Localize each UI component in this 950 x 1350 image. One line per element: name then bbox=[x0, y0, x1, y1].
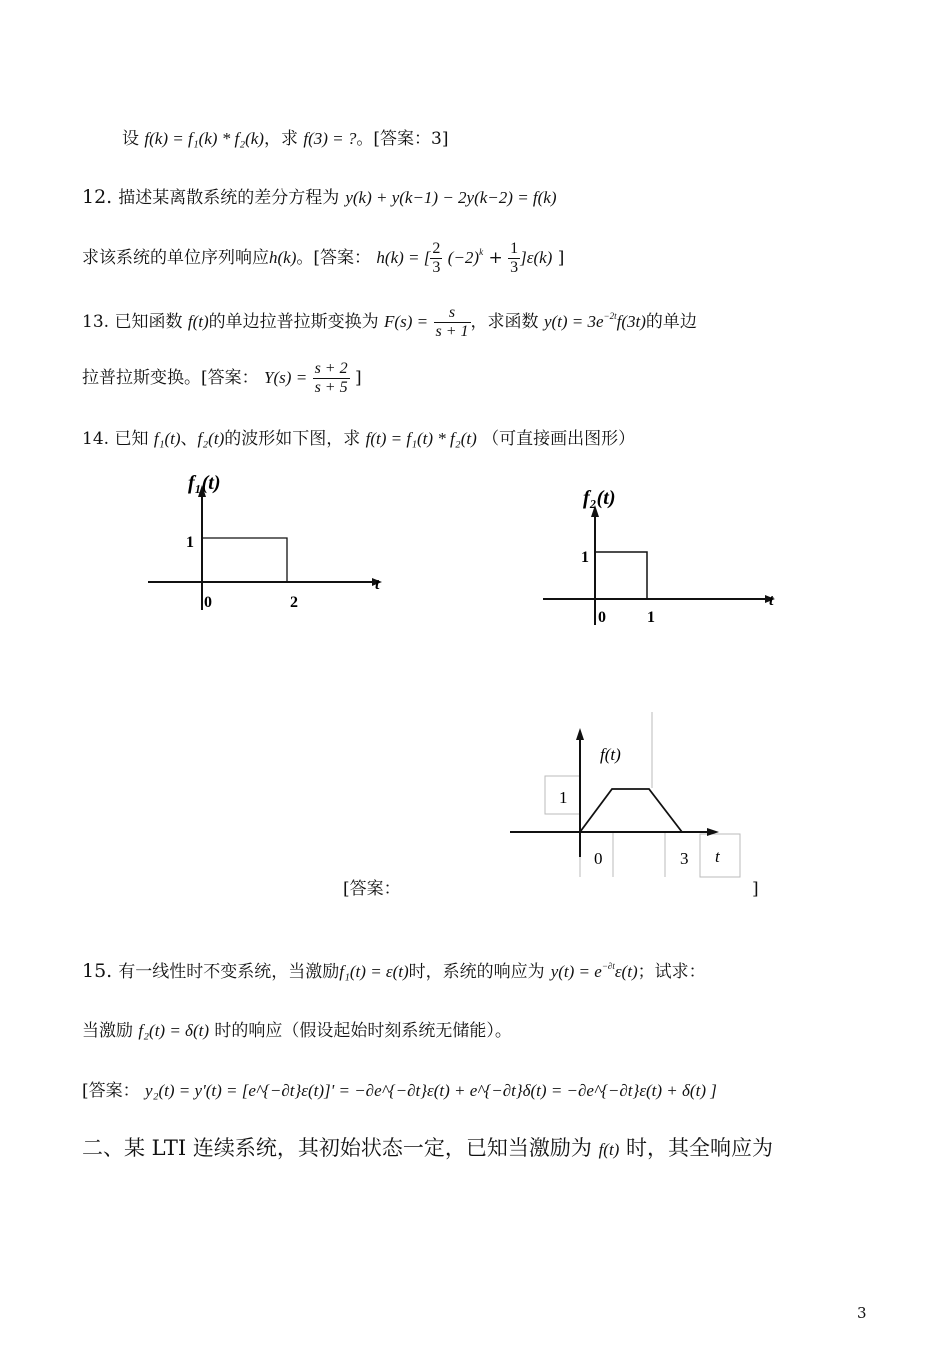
answer-14-open: [答案： bbox=[343, 879, 401, 899]
ans-tick-0: 0 bbox=[594, 849, 603, 868]
question-number: 15. bbox=[82, 960, 113, 982]
ans-ylabel: f(t) bbox=[600, 745, 621, 764]
fraction-answer: $\frac{s + 2}{s + 5}$ bbox=[314, 360, 348, 396]
answer-prefix: 。[答案： bbox=[296, 248, 372, 268]
section-2-intro bbox=[82, 1134, 773, 1164]
question-text: 拉普拉斯变换。[答案： bbox=[82, 368, 259, 388]
exponent: −2t bbox=[603, 311, 617, 321]
question-text: 描述某离散系统的差分方程为 bbox=[118, 188, 340, 208]
question-text: ；试求： bbox=[637, 962, 706, 982]
math-ft: f(t) bbox=[598, 1140, 620, 1159]
question-text: 已知函数 bbox=[114, 312, 183, 332]
ans-tick-3: 3 bbox=[680, 849, 689, 868]
fraction-s-over-s-plus-1: $\frac{s}{s + 1}$ bbox=[435, 304, 469, 340]
question-12-line2 bbox=[82, 236, 564, 282]
math-f1-step: f₁(t) = ε(t) bbox=[339, 962, 409, 981]
question-number: 12. bbox=[82, 186, 113, 208]
f1-ylabel: f₁(t) bbox=[188, 472, 221, 494]
question-text: 有一线性时不变系统，当激励 bbox=[118, 962, 340, 982]
section-text: 时，其全响应为 bbox=[626, 1136, 774, 1160]
question-text: 的单边 bbox=[645, 312, 697, 332]
math-convolution: f(k) = f₁(k) * f₂(k) bbox=[144, 129, 264, 148]
f1-tick-0: 0 bbox=[204, 594, 212, 611]
question-15-line2 bbox=[82, 1020, 512, 1042]
question-text: 已知 bbox=[114, 429, 149, 449]
f2-tick-0: 0 bbox=[598, 609, 606, 626]
answer-prefix: [答案： bbox=[82, 1081, 140, 1101]
question-text: 的波形如下图，求 bbox=[224, 429, 361, 449]
math-neg-two: (−2) bbox=[447, 248, 480, 267]
line-convolution-question bbox=[122, 128, 449, 150]
text-mid: ，求 bbox=[263, 129, 298, 149]
f2-tick-1: 1 bbox=[647, 609, 655, 626]
question-text: ，求函数 bbox=[470, 312, 539, 332]
f1-xlabel: t bbox=[375, 576, 380, 593]
question-13 bbox=[82, 300, 697, 346]
math-Ys: Y(s) = bbox=[264, 368, 308, 387]
page-number: 3 bbox=[857, 1304, 867, 1322]
figure-f1-waveform bbox=[140, 465, 400, 625]
math-f2-delta: f₂(t) = δ(t) bbox=[138, 1021, 210, 1040]
f1-level-label: 1 bbox=[186, 534, 194, 551]
question-14 bbox=[82, 428, 635, 450]
question-number: 13. bbox=[82, 312, 110, 332]
f2-level-label: 1 bbox=[581, 549, 589, 566]
question-13-line2 bbox=[82, 356, 362, 400]
question-text: 时，系统的响应为 bbox=[408, 962, 545, 982]
f2-xlabel: t bbox=[769, 592, 774, 609]
fraction-two-thirds: $\frac{2}{3}$ bbox=[432, 240, 441, 276]
math-answer-start: h(k) = [ bbox=[376, 248, 431, 267]
math-f3t: f(3t) bbox=[616, 312, 646, 331]
question-text: 的单边拉普拉斯变换为 bbox=[208, 312, 379, 332]
ans-xlabel: t bbox=[715, 847, 720, 866]
question-12 bbox=[82, 186, 557, 209]
question-text: 时的响应（假设起始时刻系统无储能）。 bbox=[214, 1021, 512, 1041]
answer-15 bbox=[82, 1080, 717, 1102]
exponent-k: k bbox=[479, 247, 484, 257]
math-convolution: f(t) = f₁(t) * f₂(t) bbox=[365, 429, 477, 448]
question-text: （可直接画出图形） bbox=[482, 429, 636, 449]
math-ft: f(t) bbox=[187, 312, 209, 331]
answer-text: 。[答案：3] bbox=[356, 129, 449, 149]
math-Fs: F(s) = bbox=[384, 312, 429, 331]
math-f3: f(3) = ? bbox=[303, 129, 357, 148]
figure-f2-waveform bbox=[535, 480, 795, 640]
math-step: ε(t) bbox=[614, 962, 638, 981]
math-answer-end: ]ε(k) bbox=[520, 248, 553, 267]
ans-level-label: 1 bbox=[559, 788, 568, 807]
figure-answer-waveform bbox=[505, 712, 765, 882]
math-yt: y(t) = 3e bbox=[543, 312, 604, 331]
math-yt: y(t) = e bbox=[550, 962, 602, 981]
math-f1t: f₁(t) bbox=[153, 429, 181, 448]
section-text: 二、某 LTI 连续系统，其初始状态一定，已知当激励为 bbox=[82, 1136, 592, 1160]
question-text: 当激励 bbox=[82, 1021, 133, 1041]
math-f2t: f₂(t) bbox=[197, 429, 225, 448]
math-difference-equation: y(k) + y(k−1) − 2y(k−2) = f(k) bbox=[345, 188, 557, 207]
answer-14-close: ] bbox=[752, 879, 759, 899]
separator: 、 bbox=[180, 429, 198, 449]
plus-sign: + bbox=[488, 248, 503, 268]
f2-ylabel: f₂(t) bbox=[583, 487, 616, 509]
math-answer: y₂(t) = y'(t) = [e^{−∂t}ε(t)]' = −∂e^{−∂t}ε(t) + e^{−∂t}δ(t) = −∂e^{−∂t}ε(t) + δ(t) ] bbox=[145, 1081, 717, 1100]
fraction-one-third: $\frac{1}{3}$ bbox=[510, 240, 519, 276]
answer-close: ] bbox=[355, 368, 362, 388]
question-text: 求该系统的单位序列响应 bbox=[82, 248, 269, 268]
answer-close: ] bbox=[557, 248, 565, 268]
text-prefix: 设 bbox=[122, 129, 139, 149]
f1-tick-2: 2 bbox=[290, 594, 298, 611]
question-15 bbox=[82, 960, 706, 985]
exponent: −∂t bbox=[601, 961, 615, 971]
question-number: 14. bbox=[82, 429, 110, 449]
math-hk: h(k) bbox=[269, 248, 297, 267]
